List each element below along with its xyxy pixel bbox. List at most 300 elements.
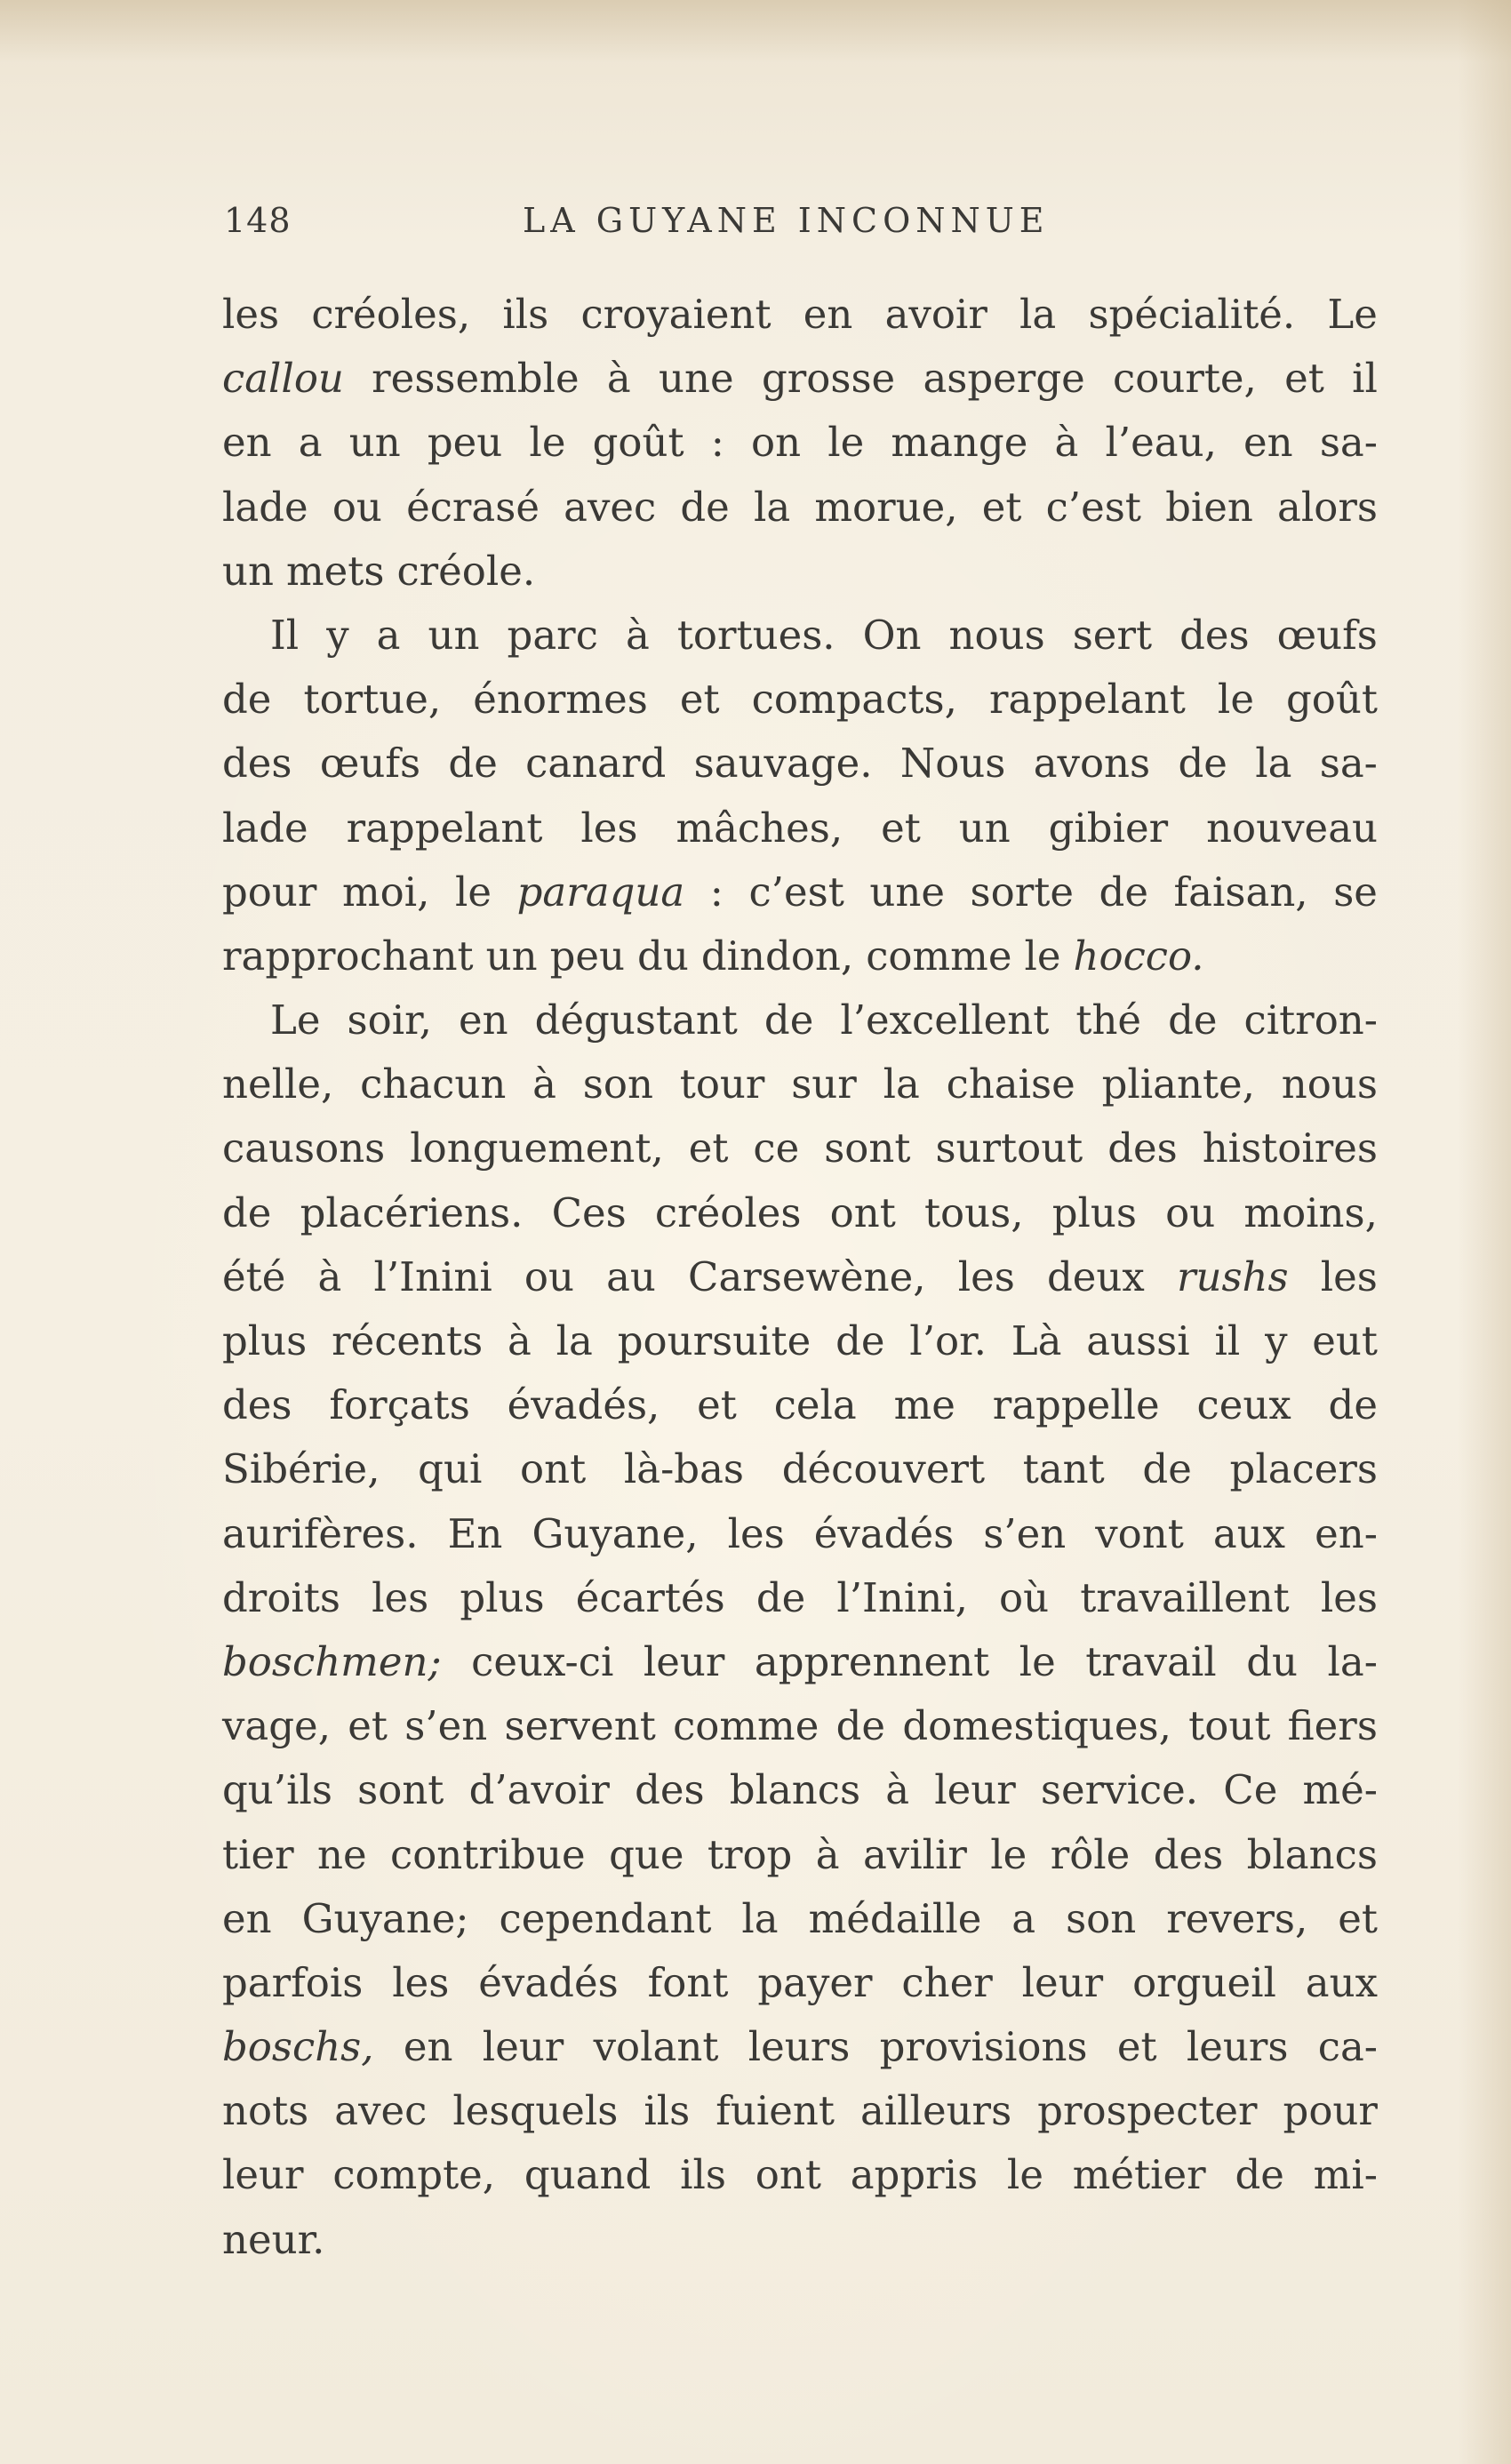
text-line	[222, 1245, 1378, 1309]
word: ceux-ci	[471, 1637, 614, 1685]
text-line	[222, 796, 1378, 860]
word: le	[827, 419, 865, 467]
word: On	[862, 611, 922, 659]
word: une	[869, 868, 945, 916]
word: cela	[773, 1381, 857, 1429]
text-line	[222, 347, 1378, 411]
word: compacts,	[751, 676, 957, 724]
word: Le	[270, 996, 321, 1044]
word: longuement,	[410, 1124, 664, 1172]
word: a	[376, 611, 401, 659]
text-line	[222, 1116, 1378, 1180]
word: pliante,	[1101, 1060, 1255, 1108]
word: en	[803, 291, 853, 338]
word: ont	[520, 1445, 587, 1493]
word: domestiques,	[902, 1702, 1171, 1750]
word: moi,	[341, 868, 430, 916]
word: l’eau,	[1105, 419, 1217, 467]
word: les	[392, 1958, 450, 2006]
word: les	[1320, 1252, 1378, 1300]
word: de	[680, 483, 730, 531]
word: de	[756, 1573, 806, 1621]
word: :	[710, 419, 724, 467]
word: avons	[1033, 740, 1151, 788]
word: courte,	[1113, 355, 1257, 403]
text-line	[222, 1309, 1378, 1373]
text-line	[222, 1823, 1378, 1887]
word: le	[1217, 676, 1254, 724]
word: où	[999, 1573, 1050, 1621]
word: tier	[222, 1830, 294, 1878]
word: volant	[593, 2023, 719, 2071]
word: ou	[524, 1252, 574, 1300]
word: fiers	[1287, 1702, 1378, 1750]
word: des	[635, 1766, 705, 1814]
word: vont	[1095, 1509, 1184, 1557]
word: parc	[507, 611, 598, 659]
word: tant	[1022, 1445, 1105, 1493]
word: énormes	[473, 676, 648, 724]
word: de	[222, 1188, 272, 1236]
text-line	[222, 924, 1378, 988]
word: métier	[1072, 2151, 1206, 2199]
word: nous	[1281, 1060, 1378, 1108]
word: évadés	[478, 1958, 619, 2006]
word: tous,	[923, 1188, 1024, 1236]
word: sauvage.	[693, 740, 873, 788]
word: ca-	[1317, 2023, 1378, 2071]
word: avoir	[884, 291, 987, 338]
word: causons	[222, 1124, 386, 1172]
word: aux	[1212, 1509, 1286, 1557]
text-line	[222, 1566, 1378, 1630]
word: placériens.	[300, 1188, 524, 1236]
page-edge-shadow-top	[0, 0, 1511, 62]
word: à	[625, 611, 650, 659]
word: des	[1107, 1124, 1178, 1172]
word: ont	[829, 1188, 896, 1236]
word: vage,	[222, 1702, 331, 1750]
word: surtout	[935, 1124, 1083, 1172]
word: sur	[791, 1060, 857, 1108]
word: dindon,	[700, 932, 854, 980]
word: travaillent	[1080, 1573, 1290, 1621]
word: des	[222, 740, 292, 788]
word: à	[317, 1252, 342, 1300]
word: blancs	[1246, 1830, 1378, 1878]
word: les	[222, 291, 280, 338]
word: de	[222, 676, 272, 724]
word: comme	[866, 932, 1012, 980]
word: peu	[549, 932, 626, 980]
word: du	[1246, 1637, 1298, 1685]
text-line	[222, 540, 1378, 604]
word: le	[1024, 932, 1061, 980]
word: en	[222, 1894, 272, 1942]
word: leur	[643, 1637, 725, 1685]
word: d’avoir	[468, 1766, 610, 1814]
word: Ce	[1223, 1766, 1278, 1814]
word: une	[659, 355, 734, 403]
word: des	[1153, 1830, 1224, 1878]
word: trop	[707, 1830, 793, 1878]
word: prospecter	[1037, 2087, 1258, 2135]
word: boschmen;	[222, 1637, 442, 1685]
word: créoles,	[311, 291, 471, 338]
word: sert	[1072, 611, 1153, 659]
word: le	[1006, 2151, 1043, 2199]
word: citron-	[1243, 996, 1378, 1044]
word: un	[958, 804, 1011, 852]
word: œufs	[319, 740, 421, 788]
word: croyaient	[580, 291, 771, 338]
word: des	[1179, 611, 1250, 659]
word: neur.	[222, 2215, 325, 2263]
word: sa-	[1319, 740, 1378, 788]
word: tortue,	[303, 676, 442, 724]
word: ailleurs	[859, 2087, 1012, 2135]
word: Guyane,	[532, 1509, 699, 1557]
word: goût	[1286, 676, 1378, 724]
word: lade	[222, 804, 308, 852]
word: ont	[755, 2151, 821, 2199]
word: goût	[592, 419, 684, 467]
word: et	[881, 804, 921, 852]
text-line	[222, 1052, 1378, 1116]
word: ceux	[1196, 1381, 1291, 1429]
word: rushs	[1176, 1252, 1289, 1300]
word: pour	[222, 868, 317, 916]
word: a	[298, 419, 323, 467]
word: rôle	[1050, 1830, 1131, 1878]
word: gibier	[1048, 804, 1169, 852]
word: au	[606, 1252, 656, 1300]
word: ils	[680, 2151, 726, 2199]
word: de	[1168, 996, 1218, 1044]
word: :	[709, 868, 724, 916]
text-line	[222, 411, 1378, 475]
word: de	[448, 740, 498, 788]
word: les	[580, 804, 638, 852]
word: le	[455, 868, 492, 916]
word: nouveau	[1206, 804, 1378, 852]
word: aurifères.	[222, 1509, 419, 1557]
word: Nous	[899, 740, 1006, 788]
word: de	[1142, 1445, 1192, 1493]
text-line	[222, 1630, 1378, 1694]
text-line	[222, 1181, 1378, 1245]
word: et	[679, 676, 720, 724]
text-line	[222, 1951, 1378, 2015]
word: revers,	[1166, 1894, 1308, 1942]
word: blancs	[729, 1766, 861, 1814]
word: compte,	[332, 2151, 496, 2199]
word: Sibérie,	[222, 1445, 380, 1493]
word: à	[606, 355, 631, 403]
word: en	[458, 996, 508, 1044]
word: créoles	[654, 1188, 802, 1236]
word: leurs	[748, 2023, 851, 2071]
word: avec	[334, 2087, 428, 2135]
word: sorte	[970, 868, 1074, 916]
word: grosse	[761, 355, 896, 403]
word: pour	[1283, 2087, 1378, 2135]
word: mi-	[1313, 2151, 1378, 2199]
word: placers	[1229, 1445, 1378, 1493]
word: et	[1338, 1894, 1378, 1942]
word: la	[753, 483, 791, 531]
page-number: 148	[224, 201, 292, 240]
word: l’or.	[909, 1317, 987, 1364]
word: chaise	[946, 1060, 1075, 1108]
word: contribue	[390, 1830, 586, 1878]
word: à	[508, 1317, 532, 1364]
word: et	[348, 1702, 388, 1750]
word: rappelant	[989, 676, 1186, 724]
word: de	[1178, 740, 1227, 788]
word: callou	[222, 355, 344, 403]
page-header	[0, 194, 1511, 247]
text-line	[222, 1373, 1378, 1437]
word: qui	[418, 1445, 483, 1493]
word: quand	[524, 2151, 652, 2199]
word: la	[1019, 291, 1057, 338]
word: c’est	[748, 868, 844, 916]
text-line	[222, 476, 1378, 540]
text-line	[222, 1694, 1378, 1758]
word: leur	[482, 2023, 564, 2071]
word: dégustant	[534, 996, 738, 1044]
word: rappelant	[346, 804, 543, 852]
word: se	[1333, 868, 1378, 916]
word: un	[485, 932, 538, 980]
word: leur	[934, 1766, 1016, 1814]
word: soir,	[347, 996, 432, 1044]
word: spécialité.	[1088, 291, 1296, 338]
word: apprennent	[754, 1637, 990, 1685]
word: avec	[564, 483, 657, 531]
text-line	[222, 2208, 1378, 2272]
word: en	[222, 419, 272, 467]
word: il	[1214, 1317, 1241, 1364]
word: et	[697, 1381, 737, 1429]
word: ou	[332, 483, 382, 531]
word: nots	[222, 2087, 309, 2135]
word: le	[1019, 1637, 1056, 1685]
word: nelle,	[222, 1060, 334, 1108]
word: et	[981, 483, 1022, 531]
word: canard	[525, 740, 667, 788]
word: de	[1099, 868, 1148, 916]
word: il	[1352, 355, 1378, 403]
word: ressemble	[372, 355, 580, 403]
word: servent	[504, 1702, 656, 1750]
word: œufs	[1276, 611, 1378, 659]
word: en	[403, 2023, 453, 2071]
word: les	[372, 1573, 429, 1621]
word: Là	[1011, 1317, 1062, 1364]
word: du	[637, 932, 689, 980]
word: Carsewène,	[688, 1252, 926, 1300]
word: de	[1328, 1381, 1378, 1429]
word: faisan,	[1173, 868, 1308, 916]
word: histoires	[1202, 1124, 1378, 1172]
word: son	[582, 1060, 653, 1108]
text-line	[222, 604, 1378, 668]
word: été	[222, 1252, 286, 1300]
word: de	[835, 1317, 885, 1364]
word: bien	[1165, 483, 1253, 531]
word: le	[990, 1830, 1027, 1878]
word: plus	[1051, 1188, 1137, 1236]
word: droits	[222, 1573, 340, 1621]
word: eut	[1312, 1317, 1378, 1364]
word: Le	[1327, 291, 1378, 338]
word: à	[532, 1060, 556, 1108]
text-line	[222, 732, 1378, 796]
text-line	[222, 1758, 1378, 1822]
word: mange	[891, 419, 1028, 467]
word: mé-	[1302, 1766, 1378, 1814]
word: payer	[757, 1958, 873, 2006]
word: la	[556, 1317, 593, 1364]
word: tortues.	[676, 611, 835, 659]
word: le	[529, 419, 566, 467]
word: chacun	[360, 1060, 507, 1108]
word: ils	[644, 2087, 691, 2135]
word: un	[428, 611, 480, 659]
text-line	[222, 1437, 1378, 1501]
word: évadés,	[507, 1381, 660, 1429]
word: y	[1265, 1317, 1288, 1364]
word: leur	[222, 2151, 304, 2199]
word: nous	[948, 611, 1045, 659]
word: thé	[1075, 996, 1142, 1044]
running-title: LA GUYANE INCONNUE	[523, 201, 1050, 240]
text-line	[222, 283, 1378, 347]
word: évadés	[813, 1509, 955, 1557]
word: à	[1054, 419, 1079, 467]
word: l’Inini	[373, 1252, 492, 1300]
word: forçats	[329, 1381, 470, 1429]
word: à	[815, 1830, 840, 1878]
word: qu’ils	[222, 1766, 332, 1814]
word: médaille	[808, 1894, 982, 1942]
word: et	[1284, 355, 1324, 403]
word: poursuite	[617, 1317, 811, 1364]
word: ou	[1165, 1188, 1216, 1236]
word: parfois	[222, 1958, 364, 2006]
page-edge-shadow-right	[1458, 0, 1511, 2464]
word: a	[1011, 1894, 1036, 1942]
word: découvert	[781, 1445, 986, 1493]
word: provisions	[879, 2023, 1088, 2071]
word: et	[688, 1124, 729, 1172]
text-line	[222, 1887, 1378, 1951]
word: de	[763, 996, 814, 1044]
word: avilir	[862, 1830, 967, 1878]
body-text	[222, 283, 1378, 2272]
word: écartés	[575, 1573, 725, 1621]
word: s’en	[983, 1509, 1067, 1557]
text-line	[222, 1502, 1378, 1566]
word: me	[893, 1381, 955, 1429]
word: la	[883, 1060, 920, 1108]
word: là-bas	[623, 1445, 745, 1493]
word: les	[1320, 1573, 1378, 1621]
word: en	[1243, 419, 1293, 467]
word: deux	[1047, 1252, 1145, 1300]
text-line	[222, 2143, 1378, 2207]
word: en-	[1315, 1509, 1378, 1557]
word: et	[1116, 2023, 1157, 2071]
word: les	[957, 1252, 1015, 1300]
word: à	[885, 1766, 910, 1814]
word: ne	[317, 1830, 367, 1878]
word: que	[609, 1830, 684, 1878]
word: lesquels	[452, 2087, 619, 2135]
text-line	[222, 860, 1378, 924]
word: leur	[1021, 1958, 1104, 2006]
word: plus	[460, 1573, 545, 1621]
word: appris	[850, 2151, 979, 2199]
word: plus	[222, 1317, 308, 1364]
word: aux	[1305, 1958, 1378, 2006]
word: la-	[1327, 1637, 1378, 1685]
word: comme	[673, 1702, 819, 1750]
word: sa-	[1319, 419, 1378, 467]
word: récents	[332, 1317, 484, 1364]
word: Il	[270, 611, 300, 659]
word: morue,	[814, 483, 958, 531]
word: hocco.	[1073, 932, 1204, 980]
word: ils	[502, 291, 549, 338]
word: lade	[222, 483, 308, 531]
word: les	[727, 1509, 785, 1557]
word: En	[447, 1509, 503, 1557]
word: son	[1066, 1894, 1137, 1942]
word: peu	[427, 419, 503, 467]
word: rappelle	[992, 1381, 1160, 1429]
word: paraqua	[516, 868, 685, 916]
word: leurs	[1186, 2023, 1289, 2071]
word: des	[222, 1381, 292, 1429]
word: alors	[1277, 483, 1378, 531]
word: cher	[901, 1958, 993, 2006]
word: rapprochant	[222, 932, 474, 980]
text-line	[222, 668, 1378, 732]
word: l’excellent	[840, 996, 1050, 1044]
word: l’Inini,	[836, 1573, 968, 1621]
word: service.	[1040, 1766, 1199, 1814]
word: travail	[1085, 1637, 1217, 1685]
word: mâches,	[676, 804, 843, 852]
word: créole.	[396, 547, 536, 595]
word: c’est	[1045, 483, 1141, 531]
word: la	[741, 1894, 779, 1942]
word: asperge	[923, 355, 1085, 403]
word: y	[326, 611, 349, 659]
word: aussi	[1086, 1317, 1190, 1364]
text-line	[222, 2015, 1378, 2079]
word: cependant	[499, 1894, 712, 1942]
word: fuient	[716, 2087, 835, 2135]
word: font	[647, 1958, 729, 2006]
word: tout	[1188, 1702, 1271, 1750]
word: sont	[824, 1124, 911, 1172]
word: tour	[679, 1060, 765, 1108]
word: un	[348, 419, 401, 467]
